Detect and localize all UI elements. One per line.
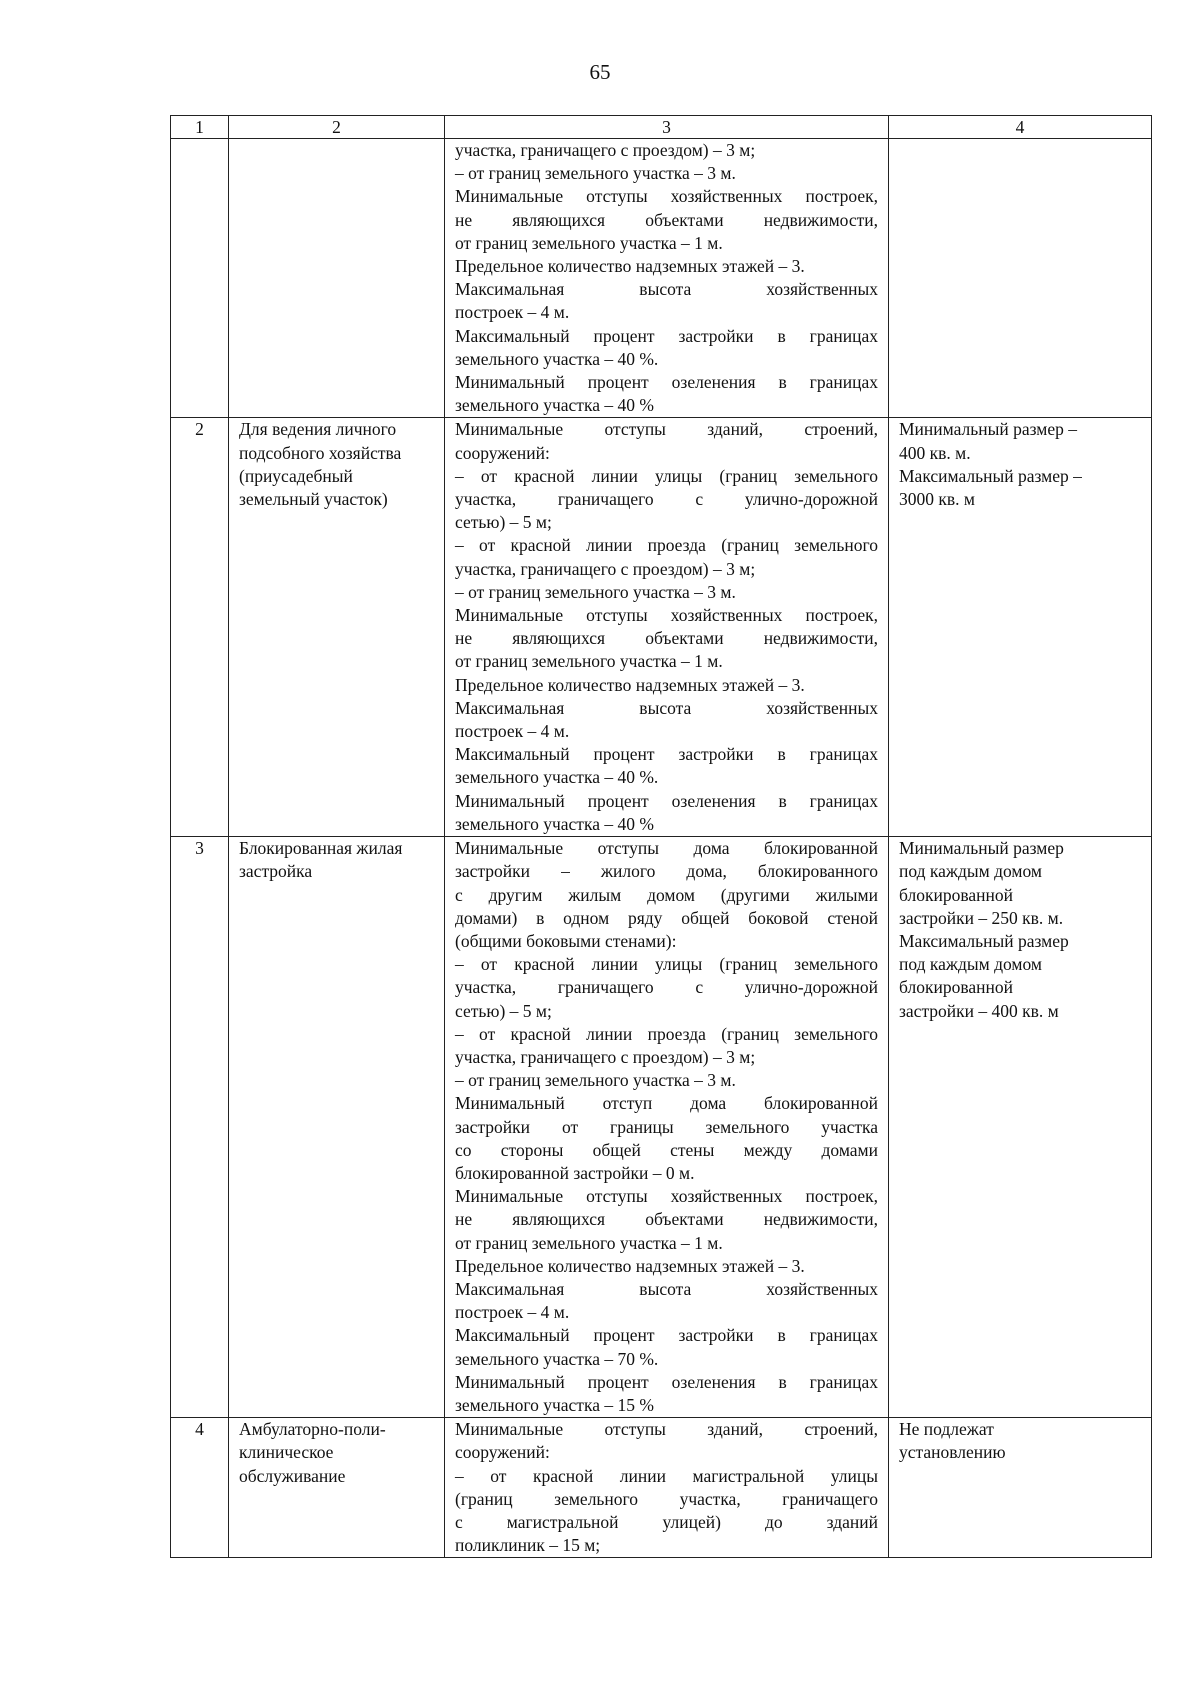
land-use-type-line: застройка — [239, 861, 313, 882]
construction-parameters-cell — [445, 837, 889, 1418]
parameter-line: земельного участка – 40 %. — [455, 767, 659, 788]
construction-parameters-cell — [445, 1418, 889, 1558]
parameter-line: – от границ земельного участка – 3 м. — [455, 163, 736, 184]
parameter-line: Максимальная высота хозяйственных — [455, 1278, 878, 1299]
parameter-line: сетью) – 5 м; — [455, 1000, 552, 1021]
parameter-line: построек – 4 м. — [455, 721, 570, 742]
parameter-line: построек – 4 м. — [455, 302, 570, 323]
plot-size-line: 3000 кв. м — [899, 489, 975, 510]
plot-size-line: застройки – 400 кв. м — [899, 1000, 1059, 1021]
parameter-line: застройки от границы земельного участка — [455, 1116, 878, 1137]
construction-parameters-cell — [445, 139, 889, 418]
parameter-line: участка, граничащего с проездом) – 3 м; — [455, 140, 756, 160]
parameter-line: – от красной линии проезда (границ земельного — [455, 535, 878, 556]
parameter-line: Максимальная высота хозяйственных — [455, 279, 878, 300]
parameter-line: (общими боковыми стенами): — [455, 930, 677, 951]
parameter-line: земельного участка – 40 %. — [455, 348, 659, 369]
parameter-line: не являющихся объектами недвижимости, — [455, 628, 878, 649]
parameter-line: со стороны общей стены между домами — [455, 1139, 878, 1160]
plot-size-line: Не подлежат — [899, 1419, 994, 1440]
parameter-line: не являющихся объектами недвижимости, — [455, 1209, 878, 1230]
parameter-line: – от красной линии проезда (границ земельного — [455, 1023, 878, 1044]
plot-size-line: установлению — [899, 1442, 1006, 1463]
plot-size-line: застройки – 250 кв. м. — [899, 907, 1064, 928]
table-row — [171, 139, 1152, 418]
parameter-line: – от границ земельного участка – 3 м. — [455, 1070, 736, 1091]
plot-size-line: под каждым домом — [899, 954, 1042, 975]
parameter-line: сетью) – 5 м; — [455, 512, 552, 533]
parameter-line: Минимальный отступ дома блокированной — [455, 1093, 878, 1114]
parameter-line: Максимальный процент застройки в границах — [455, 325, 878, 346]
land-use-type-line: Амбулаторно-поли- — [239, 1419, 386, 1440]
column-header-2: 2 — [229, 116, 445, 139]
parameter-line: не являющихся объектами недвижимости, — [455, 209, 878, 230]
plot-size-line: 400 кв. м. — [899, 442, 971, 463]
table-body — [171, 139, 1152, 1558]
parameter-line: от границ земельного участка – 1 м. — [455, 232, 723, 253]
parameter-line: – от красной линии магистральной улицы — [455, 1465, 878, 1486]
land-use-type-cell — [229, 837, 445, 1418]
column-header-3: 3 — [445, 116, 889, 139]
page-number: 65 — [589, 60, 611, 84]
plot-size-cell — [889, 418, 1152, 837]
parameter-line: Предельное количество надземных этажей – 3. — [455, 256, 805, 277]
plot-size-line: под каждым домом — [899, 861, 1042, 882]
plot-size-line: Максимальный размер — [899, 930, 1069, 951]
table-row — [171, 1418, 1152, 1558]
land-use-type-line: земельный участок) — [239, 489, 388, 510]
plot-size-line: блокированной — [899, 977, 1013, 998]
row-number-cell: 2 — [171, 418, 229, 837]
land-use-regulations-table — [170, 115, 1152, 1558]
plot-size-line: Минимальный размер – — [899, 419, 1078, 440]
parameter-line: Минимальные отступы хозяйственных построек, — [455, 1186, 878, 1207]
land-use-type-cell — [229, 1418, 445, 1558]
parameter-line: участка, граничащего с улично-дорожной — [455, 977, 878, 998]
parameter-line: земельного участка – 70 %. — [455, 1348, 659, 1369]
parameter-line: – от границ земельного участка – 3 м. — [455, 581, 736, 602]
column-header-4: 4 — [889, 116, 1152, 139]
land-use-type-line: подсобного хозяйства — [239, 442, 402, 463]
plot-size-cell — [889, 1418, 1152, 1558]
row-number-cell: 4 — [171, 1418, 229, 1558]
parameter-line: земельного участка – 15 % — [455, 1394, 654, 1415]
parameter-line: Минимальные отступы дома блокированной — [455, 838, 878, 859]
plot-size-line: блокированной — [899, 884, 1013, 905]
table-header-row — [171, 116, 1152, 139]
parameter-line: Минимальные отступы хозяйственных построек, — [455, 605, 878, 626]
plot-size-cell — [889, 139, 1152, 418]
land-use-type-line: Для ведения личного — [239, 419, 397, 440]
plot-size-line: Минимальный размер — [899, 838, 1064, 859]
parameter-line: участка, граничащего с улично-дорожной — [455, 489, 878, 510]
row-number-cell: 3 — [171, 837, 229, 1418]
parameter-line: участка, граничащего с проездом) – 3 м; — [455, 1046, 756, 1067]
land-use-type-line: (приусадебный — [239, 465, 353, 486]
parameter-line: домами) в одном ряду общей боковой стеной — [455, 907, 878, 928]
parameter-line: построек – 4 м. — [455, 1302, 570, 1323]
parameter-line: (границ земельного участка, граничащего — [455, 1488, 878, 1509]
parameter-line: блокированной застройки – 0 м. — [455, 1162, 695, 1183]
parameter-line: с другим жилым домом (другими жилыми — [455, 884, 878, 905]
land-use-type-line: клиническое — [239, 1442, 334, 1463]
land-use-type-line: обслуживание — [239, 1465, 346, 1486]
parameter-line: поликлиник – 15 м; — [455, 1535, 601, 1556]
parameter-line: Предельное количество надземных этажей – 3. — [455, 674, 805, 695]
parameter-line: Максимальный процент застройки в границах — [455, 744, 878, 765]
parameter-line: застройки – жилого дома, блокированного — [455, 861, 878, 882]
parameter-line: – от красной линии улицы (границ земельного — [455, 954, 878, 975]
land-use-type-line: Блокированная жилая — [239, 838, 403, 859]
parameter-line: участка, граничащего с проездом) – 3 м; — [455, 558, 756, 579]
land-use-type-cell — [229, 139, 445, 418]
row-number-cell — [171, 139, 229, 418]
parameter-line: с магистральной улицей) до зданий — [455, 1511, 878, 1532]
plot-size-cell — [889, 837, 1152, 1418]
parameter-line: Максимальная высота хозяйственных — [455, 697, 878, 718]
parameter-line: земельного участка – 40 % — [455, 813, 654, 834]
parameter-line: Предельное количество надземных этажей – 3. — [455, 1255, 805, 1276]
parameter-line: земельного участка – 40 % — [455, 395, 654, 416]
parameter-line: Минимальный процент озеленения в границах — [455, 790, 878, 811]
parameter-line: от границ земельного участка – 1 м. — [455, 651, 723, 672]
table-row — [171, 837, 1152, 1418]
parameter-line: – от красной линии улицы (границ земельного — [455, 465, 878, 486]
table-row — [171, 418, 1152, 837]
parameter-line: сооружений: — [455, 1442, 550, 1463]
construction-parameters-cell — [445, 418, 889, 837]
parameter-line: сооружений: — [455, 442, 550, 463]
parameter-line: от границ земельного участка – 1 м. — [455, 1232, 723, 1253]
parameter-line: Минимальный процент озеленения в границах — [455, 1371, 878, 1392]
parameter-line: Минимальные отступы хозяйственных построек, — [455, 186, 878, 207]
land-use-type-cell — [229, 418, 445, 837]
parameter-line: Максимальный процент застройки в границах — [455, 1325, 878, 1346]
parameter-line: Минимальные отступы зданий, строений, — [455, 1419, 878, 1440]
parameter-line: Минимальные отступы зданий, строений, — [455, 419, 878, 440]
column-header-1: 1 — [171, 116, 229, 139]
plot-size-line: Максимальный размер – — [899, 465, 1082, 486]
parameter-line: Минимальный процент озеленения в границах — [455, 372, 878, 393]
